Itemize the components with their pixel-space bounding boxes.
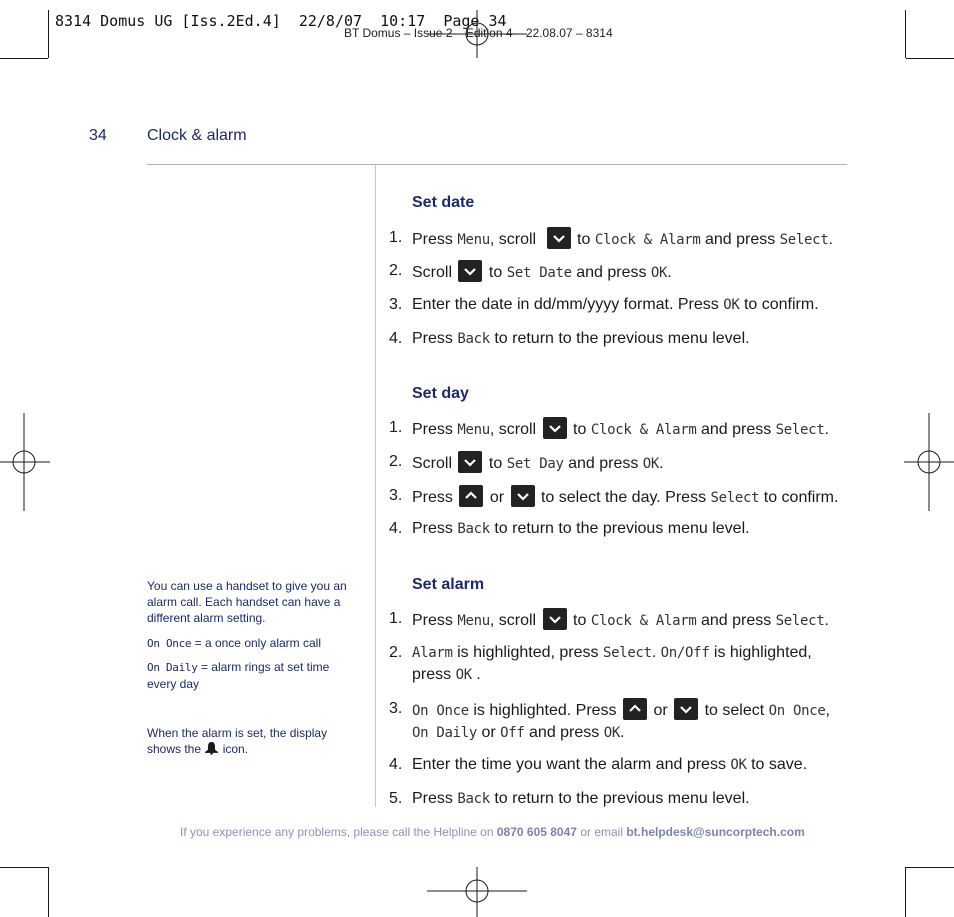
chevron-down-icon (674, 698, 698, 720)
chevron-down-icon (543, 417, 567, 439)
registration-mark-left (0, 413, 50, 511)
set-date-step-4: 4. Press Back to return to the previous menu level. (389, 330, 750, 347)
heading-set-alarm: Set alarm (412, 576, 485, 593)
chevron-down-icon (458, 451, 482, 473)
set-day-step-3: 3. Press or to select the day. Press Select to confirm. (389, 487, 839, 506)
footer-helpline: If you experience any problems, please call the Helpline on 0870 605 8047 or email bt.helpdesk@suncorptech.com (180, 825, 805, 839)
sidebar-note-on-daily: On Daily = alarm rings at set time every day (147, 660, 330, 691)
set-alarm-step-5: 5. Press Back to return to the previous menu level. (389, 790, 750, 807)
chevron-down-icon (458, 260, 482, 282)
set-day-step-2: 2. Scroll to Set Day and press OK. (389, 453, 664, 472)
print-slug-job: BT Domus – Issue 2 – Edition 4 – 22.08.07 – 8314 (344, 26, 613, 40)
heading-set-date: Set date (412, 194, 475, 211)
sidebar-note-alarm-icon: When the alarm is set, the display shows the icon. (147, 726, 328, 756)
heading-set-day: Set day (412, 385, 469, 402)
registration-mark-bottom (427, 867, 527, 917)
sidebar-note-on-once: On Once = a once only alarm call (147, 636, 322, 650)
section-title: Clock & alarm (147, 127, 247, 144)
chevron-down-icon (543, 608, 567, 630)
set-alarm-step-4: 4. Enter the time you want the alarm and press OK to save. (389, 756, 808, 773)
column-divider (375, 165, 376, 807)
registration-mark-right (904, 413, 954, 511)
set-alarm-step-1: 1. Press Menu, scroll to Clock & Alarm and press Select. (389, 610, 829, 629)
header-rule (147, 164, 847, 165)
chevron-up-icon (623, 698, 647, 720)
helpline-phone: 0870 605 8047 (496, 825, 577, 839)
set-date-step-1: 1. Press Menu, scroll to Clock & Alarm and press Select. (389, 229, 833, 248)
page-number: 34 (89, 127, 107, 144)
chevron-down-icon (511, 485, 535, 507)
bell-icon (204, 741, 219, 755)
helpdesk-email: bt.helpdesk@suncorptech.com (626, 825, 805, 839)
set-alarm-step-2: 2. Alarm is highlighted, press Select. On/Off is highlighted, press OK . (389, 644, 812, 683)
sidebar-note-alarm-call: You can use a handset to give you an alarm call. Each handset can have a different alarm setting. (147, 579, 347, 625)
set-alarm-step-3: 3. On Once is highlighted. Press or to select On Once, On Daily or Off and press OK. (389, 700, 830, 741)
print-slug: 8314 Domus UG [Iss.2Ed.4] 22/8/07 10:17 Page 34 (55, 12, 507, 30)
set-day-step-4: 4. Press Back to return to the previous menu level. (389, 520, 750, 537)
set-date-step-3: 3. Enter the date in dd/mm/yyyy format. Press OK to confirm. (389, 296, 819, 313)
chevron-down-icon (547, 227, 571, 249)
set-day-step-1: 1. Press Menu, scroll to Clock & Alarm and press Select. (389, 419, 829, 438)
chevron-up-icon (459, 485, 483, 507)
set-date-step-2: 2. Scroll to Set Date and press OK. (389, 262, 672, 281)
